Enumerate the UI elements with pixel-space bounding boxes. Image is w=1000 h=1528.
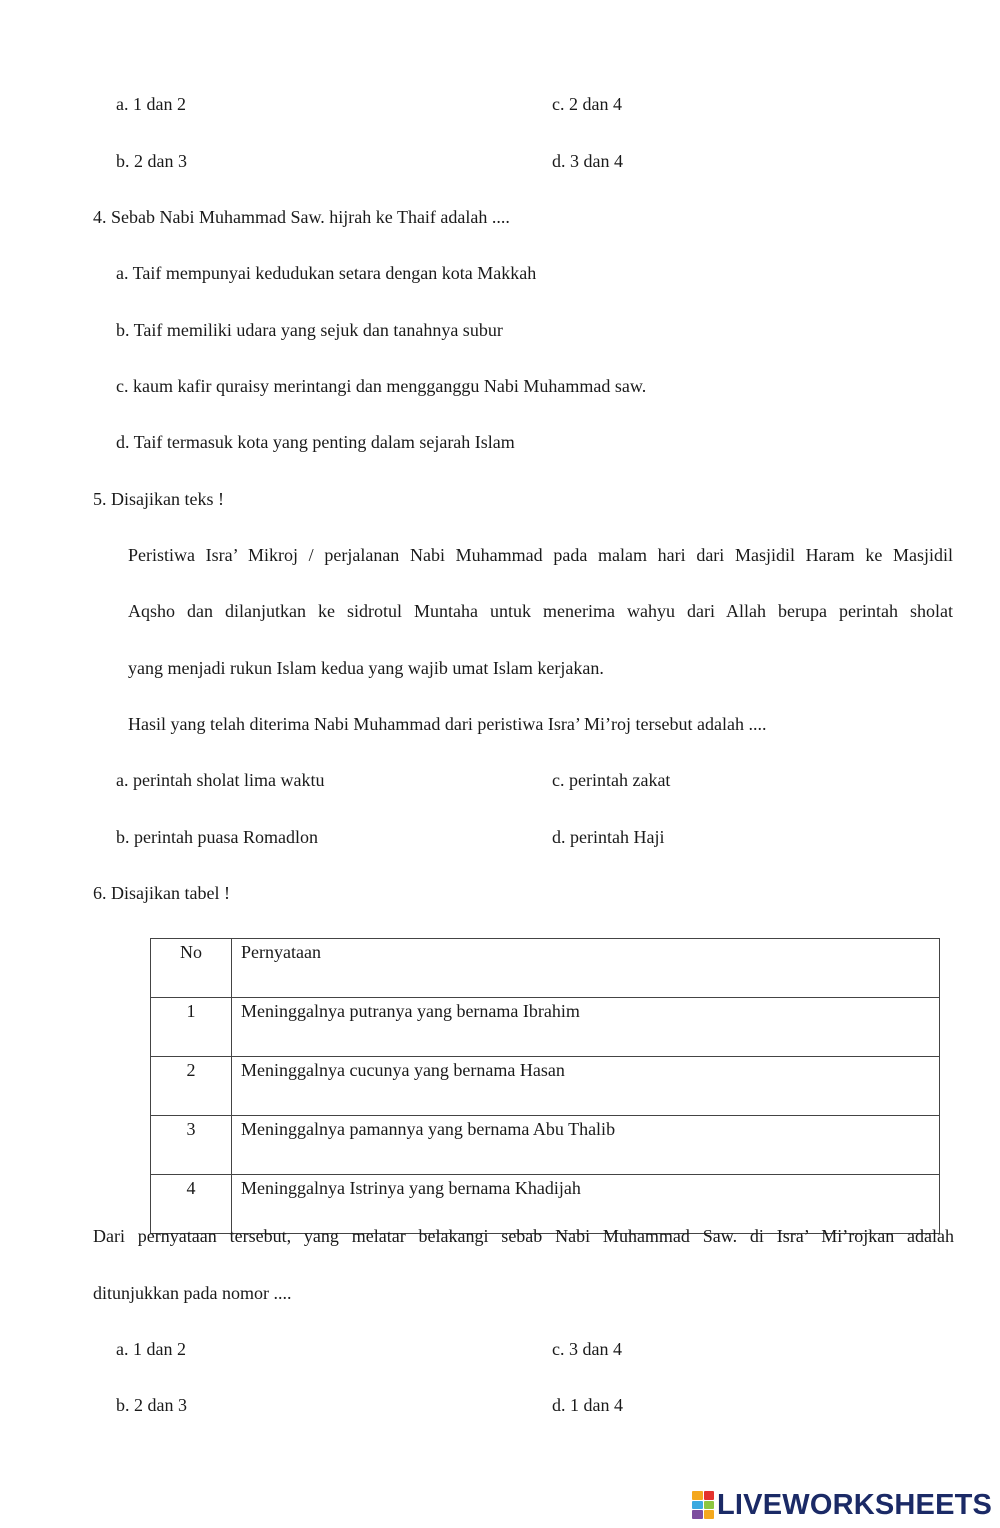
table-cell-statement: Meninggalnya putranya yang bernama Ibrahim xyxy=(232,998,940,1057)
q6-prompt-line-2: ditunjukkan pada nomor .... xyxy=(93,1283,292,1303)
q5-option-a[interactable]: a. perintah sholat lima waktu xyxy=(116,770,325,790)
q4-option-d[interactable]: d. Taif termasuk kota yang penting dalam sejarah Islam xyxy=(116,432,515,452)
table-cell-no: 1 xyxy=(151,998,232,1057)
table-row xyxy=(151,1116,940,1175)
q6-prompt-line-1: Dari pernyataan tersebut, yang melatar belakangi sebab Nabi Muhammad Saw. di Isra’ Mi’rojkan adalah xyxy=(93,1226,954,1246)
statement-table xyxy=(150,938,940,1234)
q6-option-d[interactable]: d. 1 dan 4 xyxy=(552,1395,623,1415)
q5-prompt: Hasil yang telah diterima Nabi Muhammad dari peristiwa Isra’ Mi’roj tersebut adalah .... xyxy=(128,714,767,734)
q4-option-a[interactable]: a. Taif mempunyai kedudukan setara dengan kota Makkah xyxy=(116,263,537,283)
table-cell-statement: Meninggalnya Istrinya yang bernama Khadijah xyxy=(232,1175,940,1234)
table-header-row xyxy=(151,939,940,998)
q5-option-b[interactable]: b. perintah puasa Romadlon xyxy=(116,827,318,847)
table-cell-statement: Meninggalnya pamannya yang bernama Abu Thalib xyxy=(232,1116,940,1175)
table-row xyxy=(151,1057,940,1116)
table-cell-no: 3 xyxy=(151,1116,232,1175)
q5-option-c[interactable]: c. perintah zakat xyxy=(552,770,671,790)
table-cell-no: 2 xyxy=(151,1057,232,1116)
table-cell-no: 4 xyxy=(151,1175,232,1234)
question-6-text: 6. Disajikan tabel ! xyxy=(93,883,230,903)
liveworksheets-logo-icon xyxy=(692,1491,714,1519)
q5-passage-line-3: yang menjadi rukun Islam kedua yang wajib umat Islam kerjakan. xyxy=(128,658,604,678)
q6-option-b[interactable]: b. 2 dan 3 xyxy=(116,1395,187,1415)
question-4-text: 4. Sebab Nabi Muhammad Saw. hijrah ke Thaif adalah .... xyxy=(93,207,510,227)
q5-passage-line-2: Aqsho dan dilanjutkan ke sidrotul Muntaha untuk menerima wahyu dari Allah berupa perintah sholat xyxy=(128,601,953,621)
prev-option-d[interactable]: d. 3 dan 4 xyxy=(552,151,623,171)
q6-option-a[interactable]: a. 1 dan 2 xyxy=(116,1339,186,1359)
q6-option-c[interactable]: c. 3 dan 4 xyxy=(552,1339,622,1359)
prev-option-c[interactable]: c. 2 dan 4 xyxy=(552,94,622,114)
table-cell-statement: Meninggalnya cucunya yang bernama Hasan xyxy=(232,1057,940,1116)
liveworksheets-logo xyxy=(692,1489,992,1521)
table-header-statement: Pernyataan xyxy=(232,939,940,998)
logo-text: LIVEWORKSHEETS xyxy=(717,1488,993,1521)
table-header-no: No xyxy=(151,939,232,998)
table-row xyxy=(151,998,940,1057)
q5-option-d[interactable]: d. perintah Haji xyxy=(552,827,665,847)
q4-option-c[interactable]: c. kaum kafir quraisy merintangi dan mengganggu Nabi Muhammad saw. xyxy=(116,376,647,396)
prev-option-a[interactable]: a. 1 dan 2 xyxy=(116,94,186,114)
q5-passage-line-1: Peristiwa Isra’ Mikroj / perjalanan Nabi Muhammad pada malam hari dari Masjidil Haram ke Masjidil xyxy=(128,545,953,565)
prev-option-b[interactable]: b. 2 dan 3 xyxy=(116,151,187,171)
q4-option-b[interactable]: b. Taif memiliki udara yang sejuk dan tanahnya subur xyxy=(116,320,503,340)
question-5-text: 5. Disajikan teks ! xyxy=(93,489,224,509)
